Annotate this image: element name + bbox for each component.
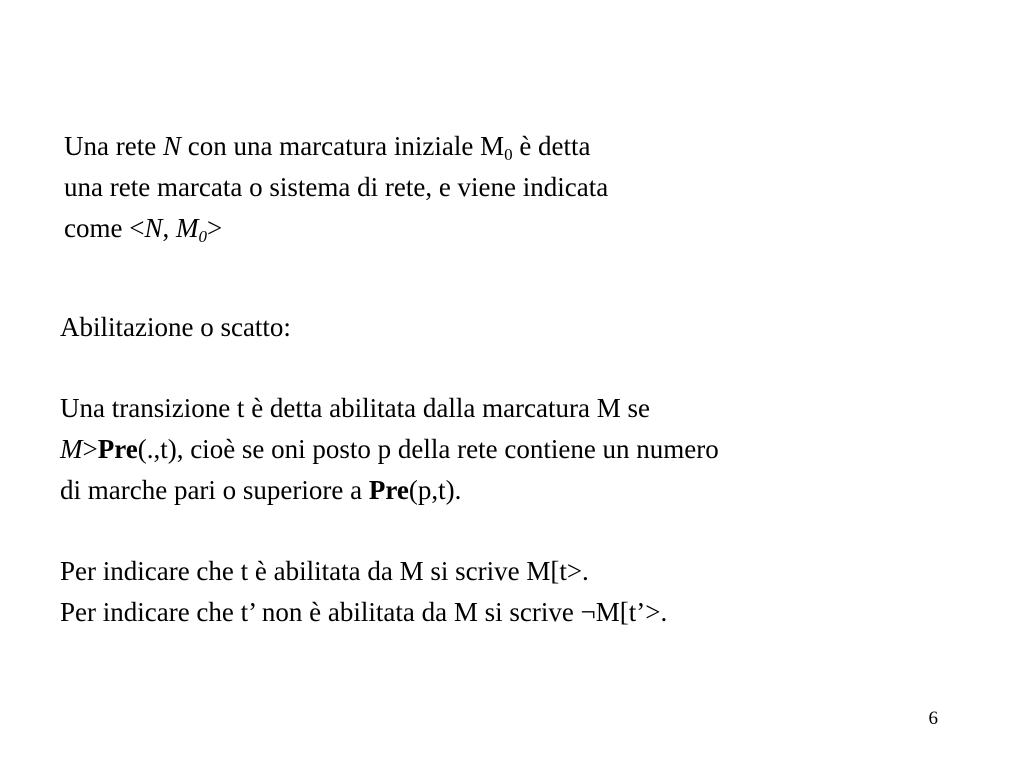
definition-line-1 (64, 126, 608, 167)
pre-function: Pre (97, 434, 138, 464)
blank-line (60, 511, 719, 551)
notation-line-enabled: Per indicare che t è abilitata da M si scrive M[t>. (60, 556, 589, 586)
enabling-line-2 (60, 429, 719, 470)
text-fragment: di marche pari o superiore a (60, 475, 369, 505)
net-symbol: N (162, 131, 181, 161)
text-fragment: come < (64, 213, 145, 243)
enabling-line-3 (60, 470, 719, 511)
text-fragment: è detta (512, 131, 591, 161)
marking-symbol: M (175, 213, 199, 243)
definition-line-2: una rete marcata o sistema di rete, e viene indicata (64, 172, 609, 202)
text-fragment: Una rete (64, 131, 163, 161)
enabling-line-1: Una transizione t è detta abilitata dalla marcatura M se (60, 393, 650, 423)
page-number: 6 (928, 708, 938, 729)
blank-line (60, 348, 719, 388)
marking-subscript: 0 (198, 227, 207, 246)
definition-line-3 (64, 208, 608, 249)
text-fragment: (.,t), cioè se oni posto p della rete contiene un numero (137, 434, 719, 464)
net-symbol: N (144, 213, 163, 243)
enabling-heading: Abilitazione o scatto: (60, 312, 291, 342)
text-fragment: (p,t). (408, 475, 462, 505)
text-fragment: > (206, 213, 223, 243)
enabling-section (60, 307, 719, 633)
text-fragment: , (162, 213, 176, 243)
notation-line-not-enabled: Per indicare che t’ non è abilitata da M si scrive ¬M[t’>. (60, 597, 668, 627)
marking-subscript: 0 (504, 145, 513, 164)
pre-function: Pre (368, 475, 409, 505)
text-fragment: con una marcatura iniziale M (180, 131, 505, 161)
definition-paragraph (64, 126, 608, 249)
marking-symbol: M (60, 434, 83, 464)
text-fragment: > (82, 434, 98, 464)
